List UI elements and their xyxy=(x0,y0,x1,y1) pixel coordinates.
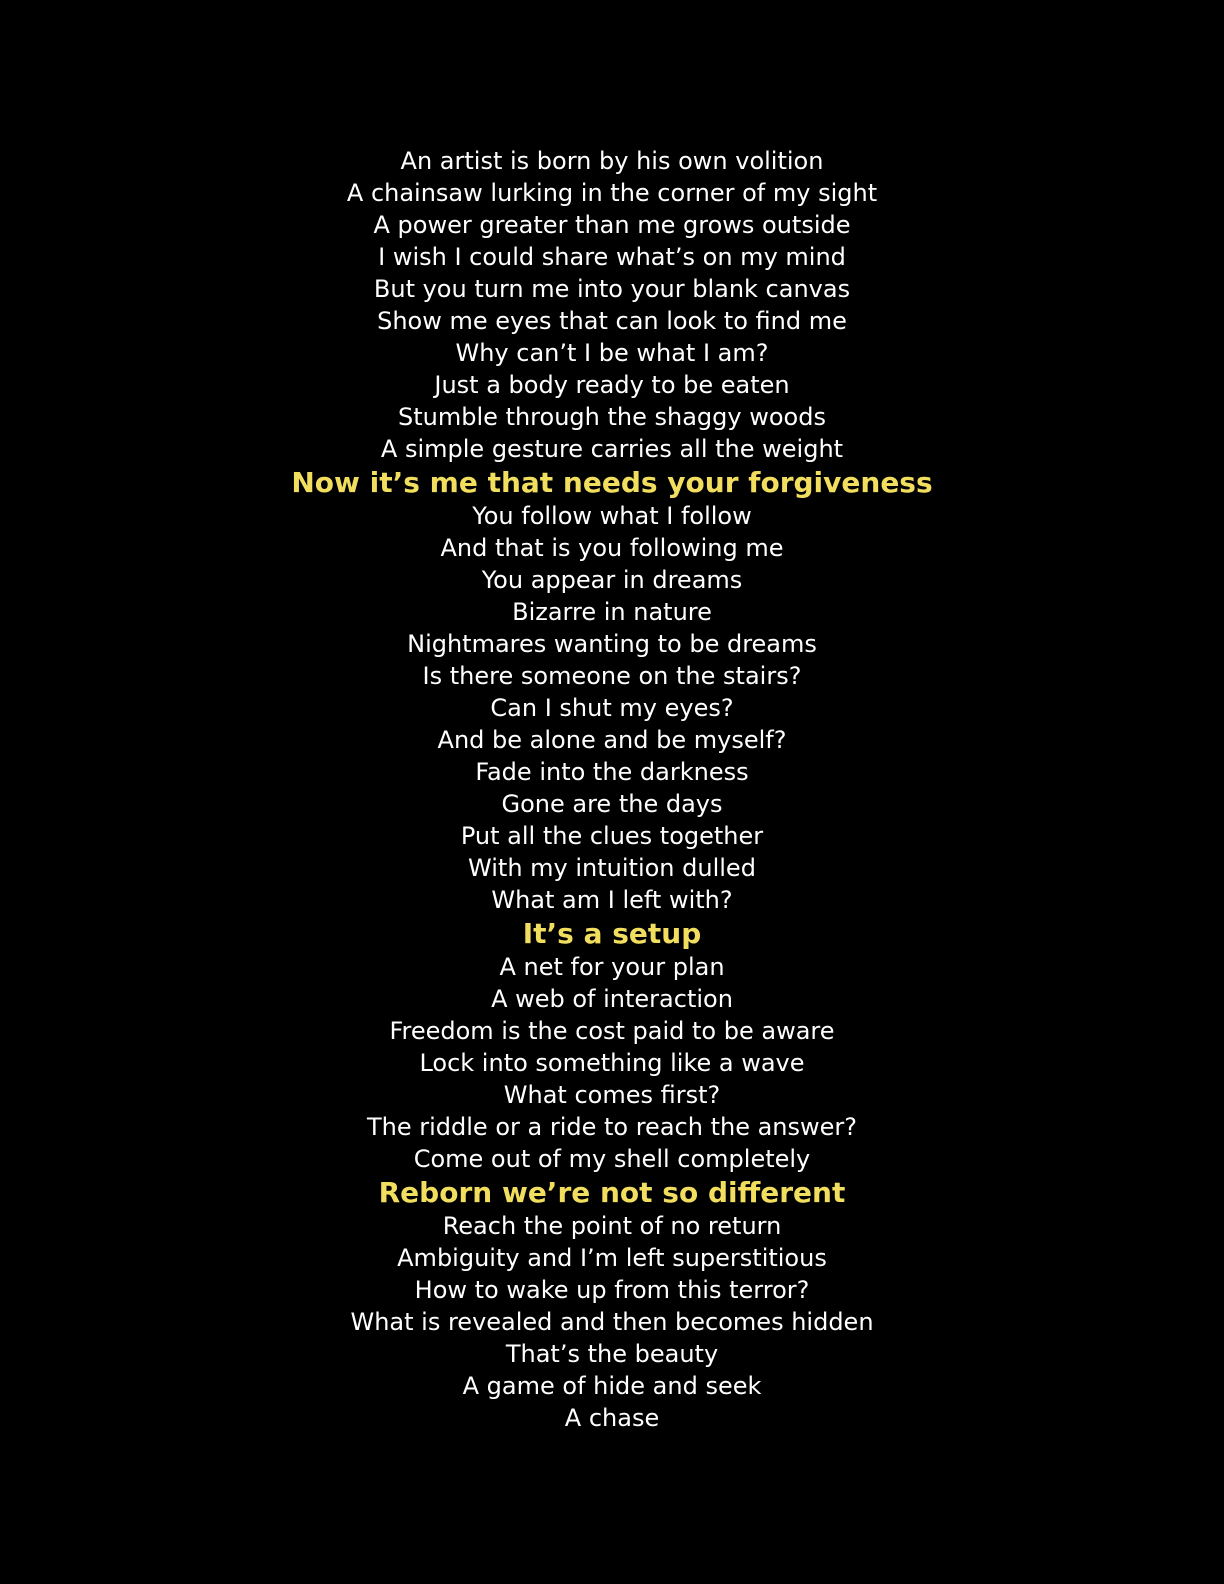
poem-line: A net for your plan xyxy=(499,953,725,981)
poem-line: Is there someone on the stairs? xyxy=(422,662,802,690)
poem-line: And be alone and be myself? xyxy=(437,726,787,754)
poem-line: A chase xyxy=(564,1404,660,1432)
poem-line: A chainsaw lurking in the corner of my sight xyxy=(346,179,878,207)
poem-line: Can I shut my eyes? xyxy=(490,694,734,722)
poem-line-highlighted: Reborn we’re not so different xyxy=(378,1176,846,1209)
poem-line: A web of interaction xyxy=(491,985,733,1013)
poem-line: Put all the clues together xyxy=(460,822,764,850)
poem-line-highlighted: Now it’s me that needs your forgiveness xyxy=(291,466,933,499)
poem-line: Nightmares wanting to be dreams xyxy=(407,630,817,658)
poem-line: The riddle or a ride to reach the answer? xyxy=(366,1113,858,1141)
poem xyxy=(0,145,1224,1434)
poem-line: A power greater than me grows outside xyxy=(373,211,851,239)
poem-line: Freedom is the cost paid to be aware xyxy=(389,1017,835,1045)
poem-line: Just a body ready to be eaten xyxy=(434,371,790,399)
poem-line: How to wake up from this terror? xyxy=(414,1276,810,1304)
poem-line: A simple gesture carries all the weight xyxy=(380,435,844,463)
poem-line: What am I left with? xyxy=(491,886,733,914)
poem-line: Stumble through the shaggy woods xyxy=(398,403,826,431)
poem-line: Show me eyes that can look to find me xyxy=(377,307,847,335)
poem-line: Reach the point of no return xyxy=(442,1212,782,1240)
poem-line: You appear in dreams xyxy=(481,566,743,594)
poem-line: Gone are the days xyxy=(501,790,723,818)
poem-line: What comes first? xyxy=(503,1081,721,1109)
poem-line: I wish I could share what’s on my mind xyxy=(378,243,846,271)
poem-line: Bizarre in nature xyxy=(512,598,712,626)
poem-line: Come out of my shell completely xyxy=(413,1145,811,1173)
poem-line: You follow what I follow xyxy=(472,502,752,530)
poem-line: Fade into the darkness xyxy=(475,758,749,786)
poem-line: Ambiguity and I’m left superstitious xyxy=(397,1244,827,1272)
poem-line: A game of hide and seek xyxy=(462,1372,762,1400)
poem-line: Lock into something like a wave xyxy=(419,1049,805,1077)
poem-line: What is revealed and then becomes hidden xyxy=(350,1308,874,1336)
poem-line: With my intuition dulled xyxy=(468,854,756,882)
poem-line: And that is you following me xyxy=(440,534,784,562)
poem-line-highlighted: It’s a setup xyxy=(522,917,702,950)
poem-line: That’s the beauty xyxy=(505,1340,719,1368)
poem-line: But you turn me into your blank canvas xyxy=(373,275,851,303)
poem-line: Why can’t I be what I am? xyxy=(455,339,769,367)
poem-line: An artist is born by his own volition xyxy=(400,147,824,175)
